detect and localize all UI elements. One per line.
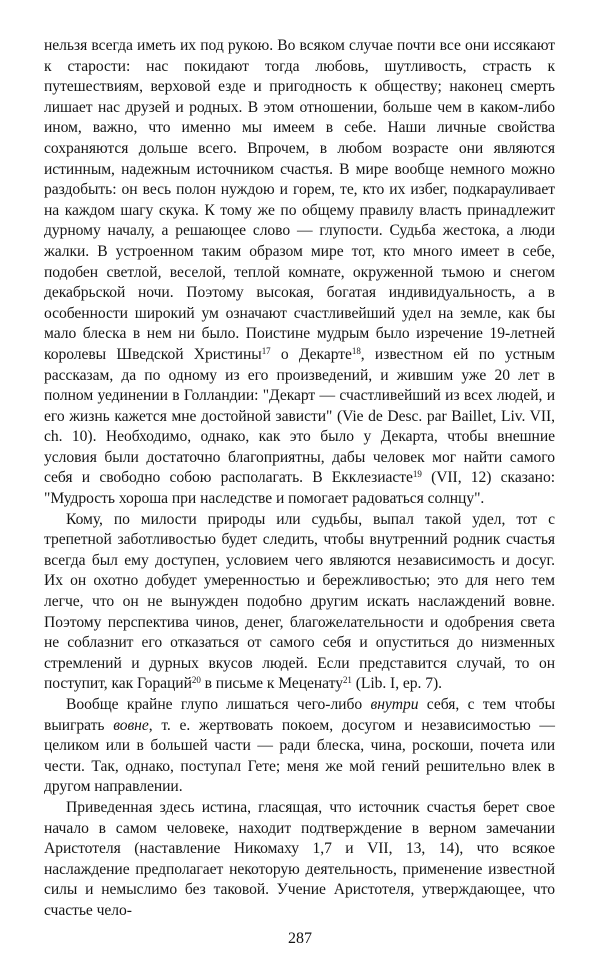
text-run: себя, с тем чтобы выиграть (44, 696, 556, 734)
text-run: , т. е. жертвовать покоем, досугом и независимостью — целиком или в большей части — ради блеска, чина, роскоши, почета или чести. Так, однако, поступал Гете; меня же мой гений решительно влек в другом направлении. (44, 716, 555, 796)
paragraph (44, 798, 555, 922)
paragraph (44, 510, 555, 695)
emphasis: вовне (113, 716, 149, 734)
footnote-ref: 19 (412, 469, 422, 480)
footnote-ref: 20 (191, 675, 201, 686)
text-run: нельзя всегда иметь их под рукою. Во всяком случае почти все они иссякают к старости: нас покидают тогда любовь, шутливость, страсть к путешествиям, верховой езде и пригодность к обществу; наконец смерть лишает нас друзей и родных. В этом отношении, больше чем в каком-либо ином, важно, что именно мы имеем в себе. Наши личные свойства сохраняются дольше всего. Впрочем, в любом возрасте они являются истинным, надежным источником счастья. В мире вообще немного можно раздобыть: он весь полон нуждою и горем, те, кто их избег, подкарауливает на каждом шагу скука. К тому же по общему правилу власть принадлежит дурному началу, а решающее слово — глупости. Судьба жестока, а люди жалки. В устроенном таким образом мире тот, кто много имеет в себе, подобен светлой, веселой, теплой комнате, окруженной тьмою и снегом декабрьской ночи. Поэтому высокая, богатая индивидуальность, а в особенности широкий ум означают счастливейший удел на земле, как бы мало блеска в нем ни было. Поистине мудрым было изречение 19-летней королевы Шведской Христины (44, 37, 555, 363)
text-run: , известном ей по устным рассказам, да по одному из его произведений, и жившим уже 20 лет в полном уединении в Голландии: "Декарт — счастливейший из всех людей, и его жизнь кажется мне достойной зависти" (Vie de Desc. par Baillet, Liv. VII, ch. 10). Необходимо, однако, как это было у Декарта, чтобы внешние условия были достаточно благоприятны, дабы человек мог найти самого себя и свободно собою располагать. В Екклезиасте (44, 345, 555, 487)
page-body (44, 36, 555, 922)
text-run: Приведенная здесь истина, гласящая, что источник счастья берет свое начало в самом человеке, находит подтверждение в верном замечании Аристотеля (наставление Никомаху 1,7 и VII, 13, 14), что всякое наслаждение предполагает некоторую деятельность, применение известной силы и немыслимо без таковой. Учение Аристотеля, утверждающее, что счастье чело- (44, 798, 555, 919)
text-run: (Lib. I, ep. 7). (351, 675, 442, 693)
footnote-ref: 21 (342, 675, 352, 686)
footnote-ref: 17 (261, 345, 271, 356)
footnote-ref: 18 (351, 345, 361, 356)
text-run: (VII, 12) сказано: "Мудрость хороша при наследстве и помогает радоваться солнцу". (44, 469, 555, 508)
page-number: 287 (288, 930, 312, 947)
text-run: Кому, по милости природы или судьбы, выпал такой удел, тот с трепетной заботливостью будет следить, чтобы внутренний родник счастья всегда был ему доступен, условием чего являются независимость и досуг. Их он охотно добудет умеренностью и бережливостью; это для него тем легче, что он не вынужден подобно другим искать наслаждений вовне. Поэтому перспектива чинов, денег, благожелательности и одобрения света не соблазнит его отказаться от самого себя и опуститься до низменных стремлений и дурных вкусов людей. Если представится случай, то он поступит, как Гораций (44, 510, 555, 693)
text-run: в письме к Меценату (200, 675, 343, 693)
paragraph (44, 36, 555, 510)
text-run: Вообще крайне глупо лишаться чего-либо (66, 696, 371, 713)
emphasis: внутри (370, 696, 419, 713)
paragraph (44, 695, 555, 798)
text-run: о Декарте (270, 345, 352, 363)
